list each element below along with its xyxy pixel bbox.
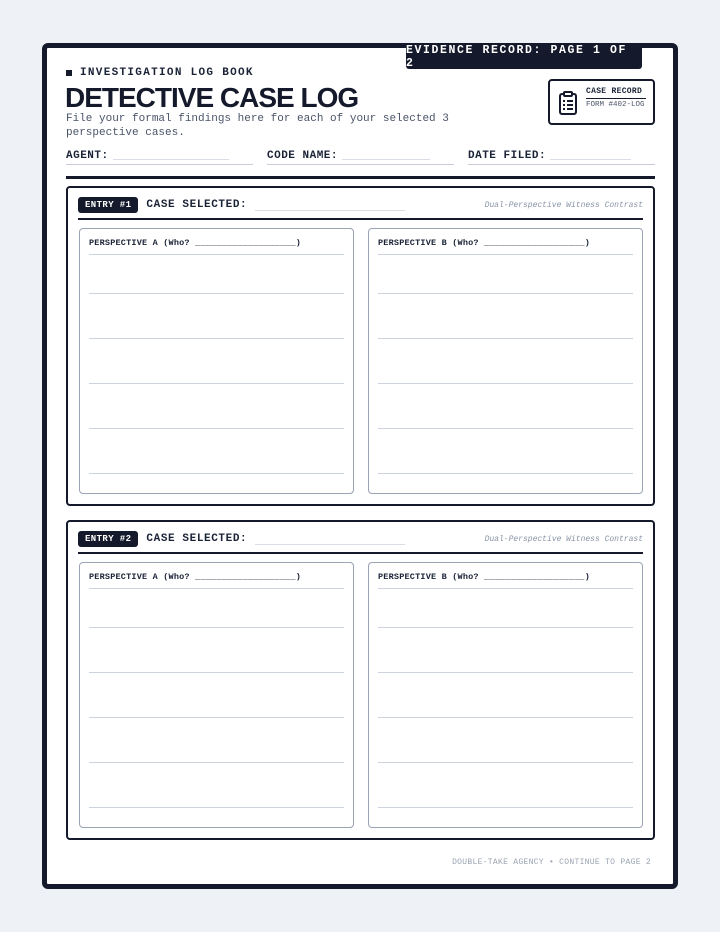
square-bullet-icon xyxy=(66,70,72,76)
date-filed-label: DATE FILED: xyxy=(468,150,547,162)
writing-line xyxy=(89,338,344,339)
case-record-badge xyxy=(548,79,655,125)
agent-blank[interactable] xyxy=(113,152,229,160)
writing-line xyxy=(378,383,633,384)
contrast-note: Dual-Perspective Witness Contrast xyxy=(484,534,643,544)
entry-pill: ENTRY #2 xyxy=(78,531,138,547)
writing-line xyxy=(89,672,344,673)
case-selected-blank[interactable] xyxy=(255,203,405,211)
writing-line xyxy=(89,293,344,294)
writing-line xyxy=(378,717,633,718)
badge-title: CASE RECORD xyxy=(586,87,646,99)
writing-line xyxy=(89,588,344,589)
agent-label: AGENT: xyxy=(66,150,109,162)
agent-field[interactable] xyxy=(66,150,253,165)
writing-line xyxy=(378,762,633,763)
perspective-a-heading: PERSPECTIVE A (Who? ___________________) xyxy=(89,238,302,248)
log-sheet xyxy=(42,43,678,889)
page-title: DETECTIVE CASE LOG xyxy=(65,82,359,113)
writing-line xyxy=(378,627,633,628)
writing-line xyxy=(89,627,344,628)
perspective-a-panel[interactable] xyxy=(79,562,354,828)
perspective-a-panel[interactable] xyxy=(79,228,354,494)
writing-line xyxy=(89,762,344,763)
page-subtitle: File your formal findings here for each of your selected 3 perspective cases. xyxy=(66,113,449,139)
entry-card xyxy=(66,186,655,506)
perspective-b-heading: PERSPECTIVE B (Who? ___________________) xyxy=(378,572,591,582)
code-name-blank[interactable] xyxy=(342,152,430,160)
writing-line xyxy=(378,338,633,339)
perspective-b-heading: PERSPECTIVE B (Who? ___________________) xyxy=(378,238,591,248)
badge-form-number: FORM #402-LOG xyxy=(586,101,645,109)
entry-header xyxy=(78,198,643,220)
writing-line xyxy=(89,254,344,255)
date-filed-blank[interactable] xyxy=(550,152,631,160)
case-selected[interactable] xyxy=(146,199,405,211)
code-name-label: CODE NAME: xyxy=(267,150,339,162)
case-selected-label: CASE SELECTED: xyxy=(146,199,248,211)
kicker xyxy=(66,67,254,79)
writing-line xyxy=(378,473,633,474)
writing-line xyxy=(378,254,633,255)
writing-line xyxy=(378,807,633,808)
writing-line xyxy=(89,717,344,718)
writing-line xyxy=(378,672,633,673)
date-filed-field[interactable] xyxy=(468,150,655,165)
contrast-note: Dual-Perspective Witness Contrast xyxy=(484,200,643,210)
writing-line xyxy=(378,588,633,589)
writing-line xyxy=(89,473,344,474)
evidence-record-tab: EVIDENCE RECORD: PAGE 1 OF 2 xyxy=(406,44,642,69)
case-selected-label: CASE SELECTED: xyxy=(146,533,248,545)
case-selected[interactable] xyxy=(146,533,405,545)
perspective-b-panel[interactable] xyxy=(368,562,643,828)
header-fields xyxy=(66,150,655,165)
writing-line xyxy=(89,383,344,384)
writing-line xyxy=(378,293,633,294)
entry-pill: ENTRY #1 xyxy=(78,197,138,213)
page-footer: DOUBLE-TAKE AGENCY • CONTINUE TO PAGE 2 xyxy=(452,858,651,867)
writing-line xyxy=(89,428,344,429)
header-divider xyxy=(66,176,655,179)
entry-header xyxy=(78,532,643,554)
writing-line xyxy=(89,807,344,808)
code-name-field[interactable] xyxy=(267,150,454,165)
perspective-b-panel[interactable] xyxy=(368,228,643,494)
clipboard-icon xyxy=(558,91,578,115)
case-selected-blank[interactable] xyxy=(255,537,405,545)
entry-card xyxy=(66,520,655,840)
kicker-text: INVESTIGATION LOG BOOK xyxy=(80,67,254,79)
perspective-a-heading: PERSPECTIVE A (Who? ___________________) xyxy=(89,572,302,582)
writing-line xyxy=(378,428,633,429)
